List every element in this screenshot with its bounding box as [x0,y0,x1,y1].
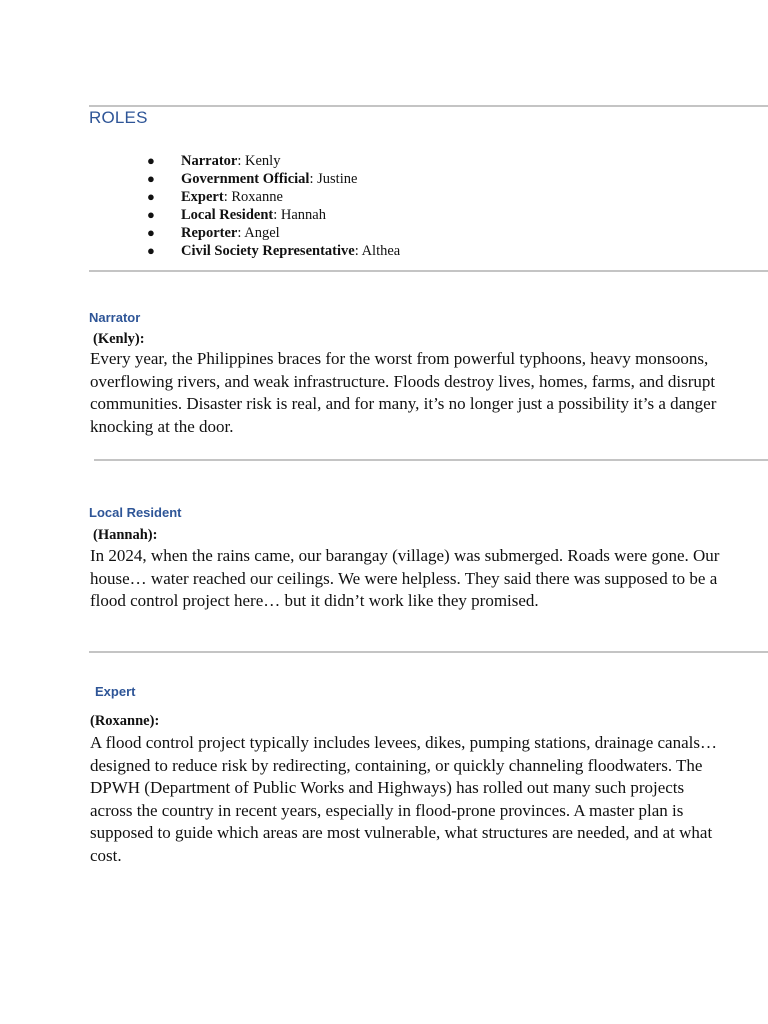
section-heading-narrator: Narrator [89,310,141,325]
bullet-icon: ● [147,171,155,186]
section-divider [89,270,768,272]
roles-heading: ROLES [89,108,148,127]
list-item: ● Government Official: Justine [147,171,358,187]
bullet-icon: ● [147,189,155,204]
speaker-label-roxanne: (Roxanne): [90,713,160,729]
section-divider [89,651,768,653]
list-item: ● Reporter: Angel [147,225,280,241]
list-item: ● Narrator: Kenly [147,153,281,169]
section-heading-local-resident: Local Resident [89,505,182,520]
roles-list [89,152,400,260]
top-divider [89,105,768,107]
list-item: ● Expert: Roxanne [147,189,283,205]
bullet-icon: ● [147,243,155,258]
section-divider [94,459,768,461]
list-item: ● Civil Society Representative: Althea [147,243,401,259]
list-item: ● Local Resident: Hannah [147,207,326,223]
bullet-icon: ● [147,153,155,168]
local-resident-paragraph: In 2024, when the rains came, our barangay (village) was submerged. Roads were gone. Our house… water reached our ceilings. We were helpless. They said there was supposed to be a flood control project here… but it didn’t work like they promised. [90,546,720,610]
section-heading-expert: Expert [95,684,136,699]
bullet-icon: ● [147,225,155,240]
speaker-label-kenly: (Kenly): [93,331,145,347]
speaker-label-hannah: (Hannah): [93,527,158,543]
narrator-paragraph: Every year, the Philippines braces for the worst from powerful typhoons, heavy monsoons, overflowing rivers, and weak infrastructure. Floods destroy lives, homes, farms, and disrupt communities. Disaster risk is real, and for many, it’s no longer just a possibility it’s a danger knocking at the door. [90,349,717,436]
expert-paragraph: A flood control project typically includes levees, dikes, pumping stations, drainage canals… designed to reduce risk by redirecting, containing, or quickly channeling floodwaters. The DPWH (Department of Public Works and Highways) has rolled out many such projects across the country in recent years, especially in flood-prone provinces. A master plan is supposed to guide which areas are most vulnerable, what structures are needed, and at what cost. [90,733,717,865]
bullet-icon: ● [147,207,155,222]
